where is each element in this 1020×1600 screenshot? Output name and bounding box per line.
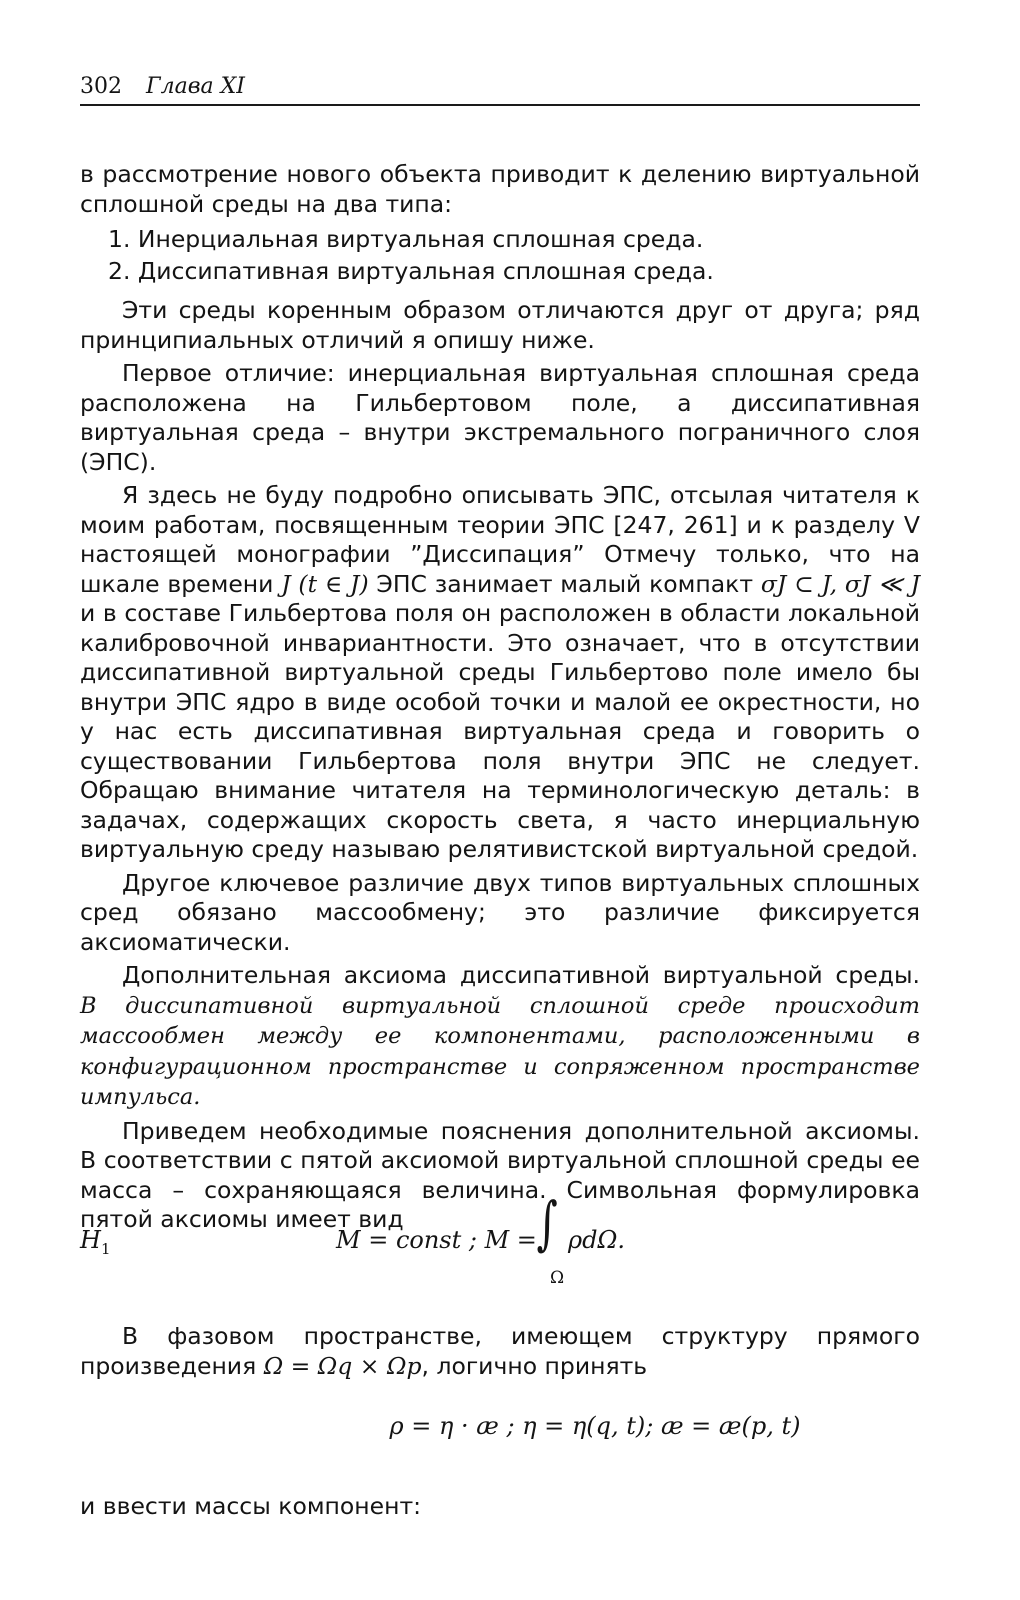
integrand: ρdΩ. — [568, 1226, 625, 1254]
formula-tag: $H_1$ — [80, 1226, 111, 1258]
paragraph-4-part2: ЭПС занимает малый компакт — [368, 569, 761, 598]
inline-math-time-scale: J (t ∈ J) — [281, 569, 369, 598]
paragraph-5: Другое ключевое различие двух типов виртуальных сплошных сред обязано массообмену; это различие фиксируется аксиоматически. — [80, 868, 920, 956]
axiom-statement: В диссипативной виртуальной сплошной среде происходит массообмен между ее компонентами, расположенными в конфигурационном пространстве и сопряженном пространстве импульса. — [80, 992, 920, 1110]
integral-sign: ∫ — [536, 1189, 558, 1257]
formula-density — [80, 1412, 920, 1452]
paragraph-7: Приведем необходимые пояснения дополнительной аксиомы. В соответствии с пятой аксиомой виртуальной сплошной среды ее масса – сохраняющаяся величина. Символьная формулировка пятой аксиомы имеет вид — [80, 1116, 920, 1233]
axiom-lead: Дополнительная аксиома диссипативной виртуальной среды. — [122, 961, 920, 989]
density-expression: ρ = η · æ ; η = η(q, t); æ = æ(p, t) — [389, 1412, 801, 1440]
integral-domain: Ω — [550, 1268, 565, 1288]
formula-mass-const: M = const ; M = — [336, 1226, 537, 1254]
paragraph-2: Эти среды коренным образом отличаются друг от друга; ряд принципиальных отличий я опишу ниже. — [80, 296, 920, 354]
paragraph-8-part2: , логично принять — [421, 1351, 648, 1380]
paragraph-3: Первое отличие: инерциальная виртуальная сплошная среда расположена на Гильбертовом поле, а диссипативная виртуальная среда – внутри экстремального пограничного слоя (ЭПС). — [80, 359, 920, 476]
list-item-2: 2. Диссипативная виртуальная сплошная среда. — [108, 256, 714, 285]
type-list — [80, 225, 920, 286]
paragraph-last: и ввести массы компонент: — [80, 1492, 422, 1520]
paragraph-4 — [80, 481, 920, 865]
inline-math-product: Ω = Ωq × Ωp — [263, 1351, 422, 1380]
list-item-1: 1. Инерциальная виртуальная сплошная среда. — [108, 225, 704, 253]
inline-math-compact: σJ ⊂ J, σJ ≪ J — [760, 569, 920, 598]
paragraph-6 — [80, 961, 920, 1113]
paragraph-8-part1: В фазовом пространстве, имеющем структуру прямого произведения — [80, 1322, 920, 1380]
formula-h1 — [80, 1190, 920, 1300]
paragraph-intro: в рассмотрение нового объекта приводит к делению виртуальной сплошной среды на два типа: — [80, 160, 920, 218]
page-number: 302 — [80, 74, 122, 99]
main-text — [80, 160, 920, 1239]
chapter-title: Глава XI — [146, 74, 245, 99]
paragraph-4-part1: Я здесь не буду подробно описывать ЭПС, отсылая читателя к моим работам, посвященным теории ЭПС [247, 261] и к разделу V настоящей монографии ”Диссипация” Отмечу только, что на шкале времени — [80, 481, 920, 598]
page-header — [80, 70, 920, 106]
paragraph-8 — [80, 1322, 920, 1381]
paragraph-4-part3: и в составе Гильбертова поля он расположен в области локальной калибровочной инвариантности. Это означает, что в отсутствии диссипативной виртуальной среды Гильбертово поле имело бы внутри ЭПС ядро в виде особой точки и малой ее окрестности, но у нас есть диссипативная виртуальная среда и говорить о существовании Гильбертова поля внутри ЭПС не следует. Обращаю внимание читателя на терминологическую деталь: в задачах, содержащих скорость света, я часто инерциальную виртуальную среду называю релятивистской виртуальной средой. — [80, 599, 920, 863]
